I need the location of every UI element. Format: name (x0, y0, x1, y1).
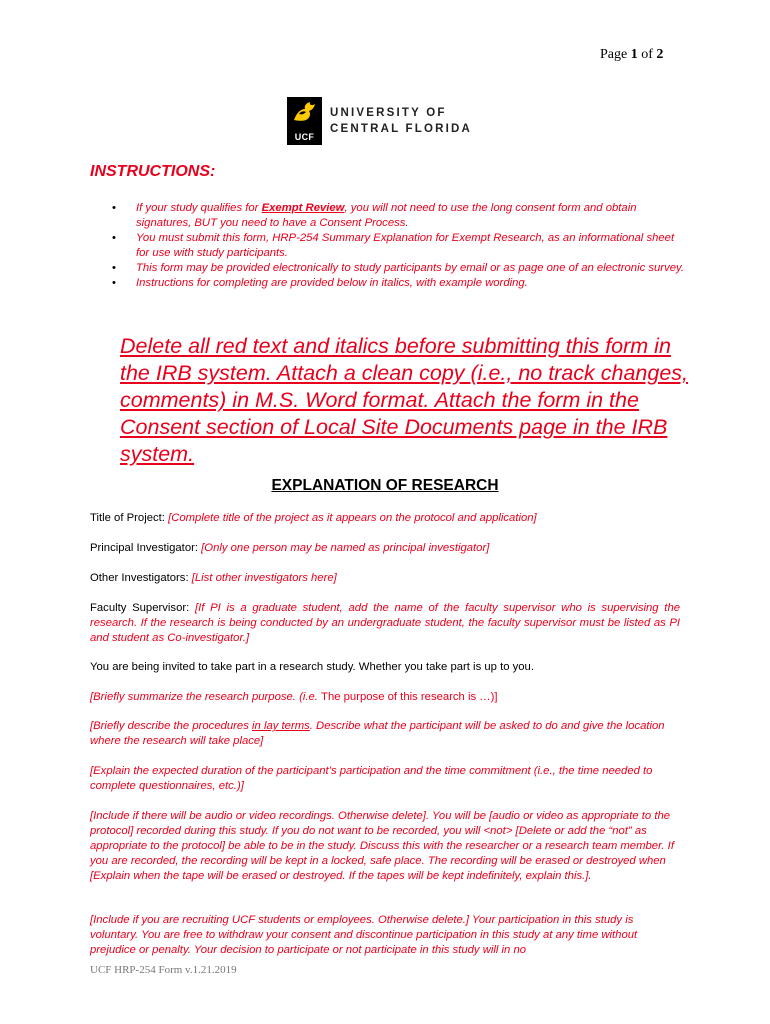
title-label: Title of Project (90, 512, 162, 524)
title-of-project-field (90, 511, 680, 526)
page-label: Page (600, 47, 628, 62)
page-total: 2 (656, 47, 664, 62)
list-item: • This form may be provided electronically to study participants by email or as page one of an electronic survey. (90, 261, 690, 276)
page-heading: EXPLANATION OF RESEARCH (271, 477, 499, 494)
pi-label: Principal Investigator: (90, 542, 202, 554)
recordings-paragraph: [Include if there will be audio or video recordings. Otherwise delete]. You will be [audio or video as appropriate to the protocol] recorded during this study. If you do not want to be recorded, you will <not> [Delete or add the “not” as appropriate to the protocol] be able to be in the study. Discuss this with the researcher or a research team member. If you are recorded, the recording will be kept in a locked, safe place. The recording will be erased or destroyed when [Explain when the tape will be erased or destroyed. If the tapes will be kept indefinitely, explain this.]. (90, 810, 674, 882)
ucf-students-paragraph: [Include if you are recruiting UCF students or employees. Otherwise delete.] Your participation in this study is voluntary. You are free to withdraw your consent and discontinue participation in this study at any time without prejudice or penalty. Your decision to participate or not participate in this study will in no (90, 914, 638, 956)
list-item: • You must submit this form, HRP-254 Summary Explanation for Exempt Research, as an informational sheet for use with study participants. (90, 231, 690, 261)
faculty-value: [If PI is a graduate student, add the name of the faculty supervisor who is supervising the research. If the research is being conducted by an undergraduate student, the faculty supervisor must be listed as PI and student as Co-investigator.] (90, 602, 681, 644)
other-label: Other Investigators: (90, 572, 192, 584)
principal-investigator-field (90, 541, 680, 556)
faculty-supervisor-field (90, 601, 680, 646)
page-of: of (641, 47, 653, 62)
logo-badge-text: UCF (294, 132, 315, 142)
procedures-pre: [Briefly describe the procedures (90, 720, 253, 732)
title-colon: : (161, 512, 169, 524)
summary-plain: The purpose of this research is …)] (321, 691, 498, 703)
ucf-logo (287, 97, 472, 145)
faculty-label: Faculty Supervisor: (90, 602, 195, 614)
summary-paragraph (90, 690, 680, 705)
list-item: • Instructions for completing are provided below in italics, with example wording. (90, 276, 690, 291)
logo-line1: UNIVERSITY OF (330, 107, 447, 119)
instructions-list (90, 201, 690, 291)
exempt-review-link[interactable]: Exempt Review (261, 202, 345, 214)
delete-note: Delete all red text and italics before submitting this form in the IRB system. Attach a clean copy (i.e., no track changes, comments) in M.S. Word format. Attach the form in the Consent section of Local Site Documents page in the IRB system. (120, 334, 689, 466)
bullet1-pre: If your study qualifies for (136, 202, 262, 214)
procedures-underlined: in lay terms (252, 720, 310, 732)
list-item (90, 201, 690, 231)
page-current: 1 (630, 47, 638, 62)
procedures-post: . Describe what the participant will be asked to do and give the location where the research will take place] (90, 720, 665, 747)
other-investigators-field (90, 571, 680, 586)
title-value: [Complete title of the project as it appears on the protocol and application] (168, 512, 537, 524)
instructions-title: INSTRUCTIONS: (90, 163, 216, 180)
form-footer: UCF HRP-254 Form v.1.21.2019 (90, 964, 237, 976)
invite-paragraph: You are being invited to take part in a research study. Whether you take part is up to you. (90, 661, 534, 673)
duration-paragraph: [Explain the expected duration of the participant’s participation and the time commitment (i.e., the time needed to complete questionnaires, etc.)] (90, 765, 653, 792)
pegasus-icon (287, 97, 322, 145)
pi-value: [Only one person may be named as principal investigator] (201, 542, 490, 554)
procedures-paragraph (90, 719, 680, 749)
page-number (600, 47, 663, 63)
other-value: [List other investigators here] (191, 572, 337, 584)
logo-line2: CENTRAL FLORIDA (330, 123, 473, 135)
bullet1-post: , you will not need to use the long consent form and obtain signatures, BUT you need to have a Consent Process. (136, 202, 637, 229)
summary-italic: [Briefly summarize the research purpose. (i.e. (90, 691, 322, 703)
